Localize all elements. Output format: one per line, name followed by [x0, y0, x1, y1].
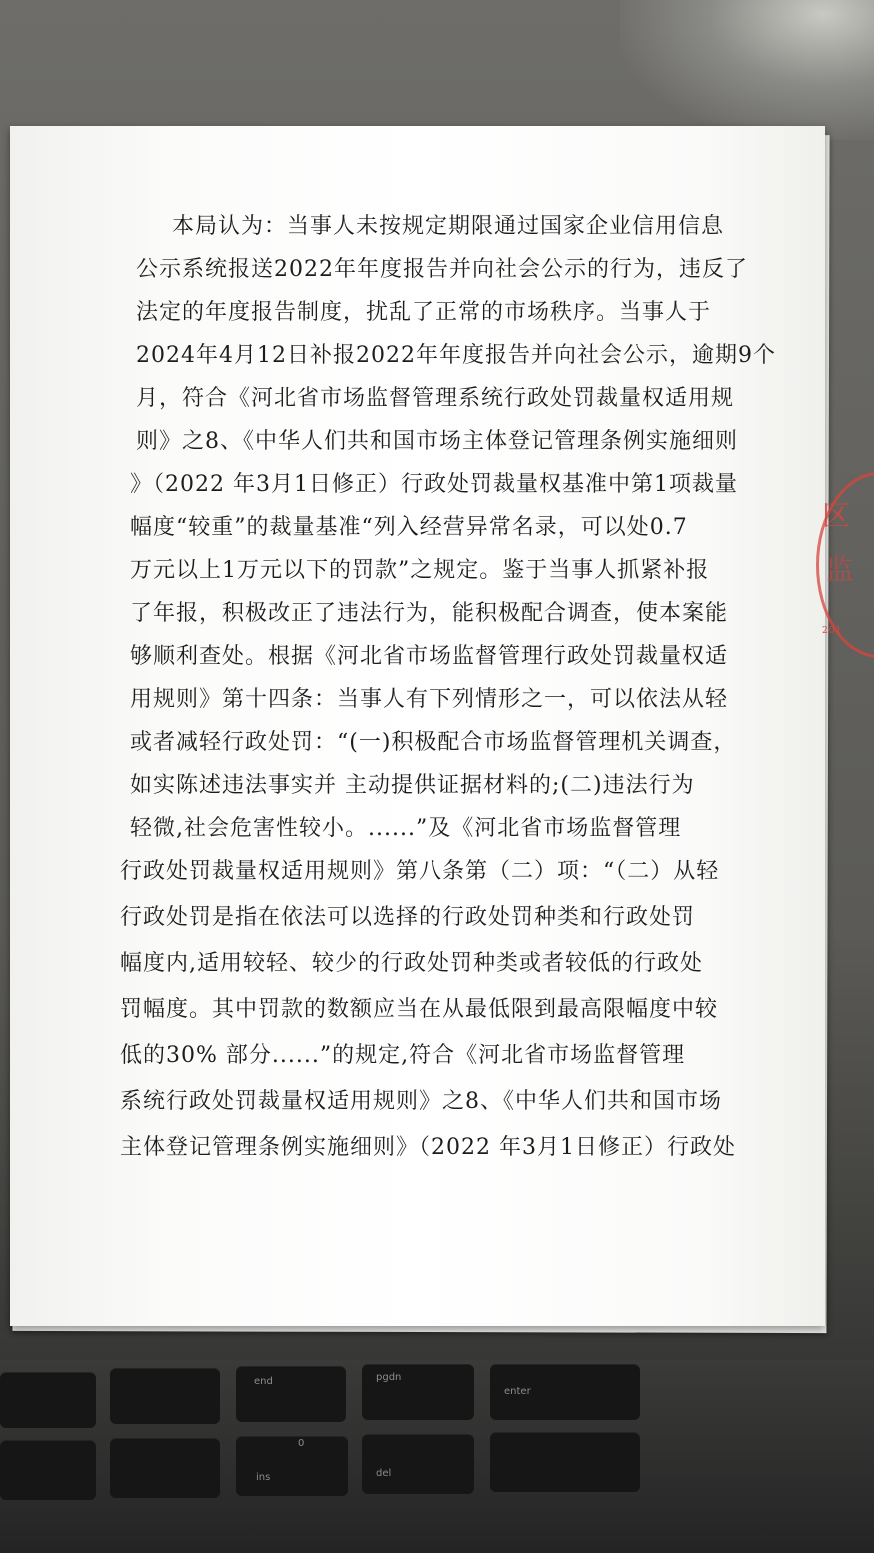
- text-line: 则》之8、《中华人们共和国市场主体登记管理条例实施细则: [136, 429, 738, 454]
- text-line: 本局认为：当事人未按规定期限通过国家企业信用信息: [172, 214, 725, 239]
- text-line: 万元以上1万元以下的罚款”之规定。鉴于当事人抓紧补报: [130, 558, 710, 583]
- seal-char: 监: [826, 553, 855, 586]
- keyboard-key: [490, 1364, 640, 1420]
- keyboard-key: [110, 1368, 220, 1424]
- text-line: 低的30% 部分......”的规定,符合《河北省市场监督管理: [120, 1043, 686, 1068]
- key-label: 0: [298, 1438, 305, 1449]
- key-label: ins: [256, 1472, 271, 1483]
- keyboard-key: [362, 1434, 474, 1494]
- keyboard-key: [236, 1436, 348, 1496]
- keyboard-key: [490, 1432, 640, 1492]
- keyboard-key: [110, 1438, 220, 1498]
- text-line: 法定的年度报告制度，扰乱了正常的市场秩序。当事人于: [136, 300, 712, 325]
- text-line: 轻微,社会危害性较小。......”及《河北省市场监督管理: [130, 816, 682, 841]
- text-line: 行政处罚裁量权适用规则》第八条第（二）项：“（二）从轻: [120, 859, 720, 884]
- text-line: 用规则》第十四条：当事人有下列情形之一，可以依法从轻: [130, 687, 729, 712]
- keyboard-key: [362, 1364, 474, 1420]
- seal-date: 201: [822, 626, 843, 636]
- text-line: 主体登记管理条例实施细则》（2022 年3月1日修正）行政处: [120, 1135, 736, 1160]
- keyboard-key: [236, 1366, 346, 1422]
- text-line: 如实陈述违法事实并 主动提供证据材料的;(二)违法行为: [130, 773, 695, 798]
- key-label: del: [376, 1468, 392, 1479]
- text-line: 幅度“较重”的裁量基准“列入经营异常名录，可以处0.7: [130, 515, 688, 540]
- keyboard-key: [0, 1372, 96, 1428]
- text-line: 月，符合《河北省市场监督管理系统行政处罚裁量权适用规: [136, 386, 735, 411]
- text-line: 或者减轻行政处罚：“(一)积极配合市场监督管理机关调查，: [130, 730, 737, 755]
- text-line: 公示系统报送2022年年度报告并向社会公示的行为，违反了: [136, 257, 748, 282]
- text-line: 罚幅度。其中罚款的数额应当在从最低限到最高限幅度中较: [120, 997, 719, 1022]
- text-line: 系统行政处罚裁量权适用规则》之8、《中华人们共和国市场: [120, 1089, 722, 1114]
- text-line: 行政处罚是指在依法可以选择的行政处罚种类和行政处罚: [120, 905, 696, 930]
- key-label: end: [254, 1376, 273, 1387]
- keyboard-key: [0, 1440, 96, 1500]
- seal-char: 区: [822, 499, 851, 532]
- text-line: 》（2022 年3月1日修正）行政处罚裁量权基准中第1项裁量: [130, 472, 738, 497]
- key-label: pgdn: [376, 1372, 402, 1383]
- text-line: 够顺利查处。根据《河北省市场监督管理行政处罚裁量权适: [130, 644, 729, 669]
- text-line: 2024年4月12日补报2022年年度报告并向社会公示，逾期9个: [136, 343, 776, 368]
- text-line: 幅度内,适用较轻、较少的行政处罚种类或者较低的行政处: [120, 951, 703, 976]
- text-line: 了年报，积极改正了违法行为，能积极配合调查，使本案能: [130, 601, 729, 626]
- keyboard: [0, 1360, 874, 1553]
- key-label: enter: [504, 1386, 531, 1397]
